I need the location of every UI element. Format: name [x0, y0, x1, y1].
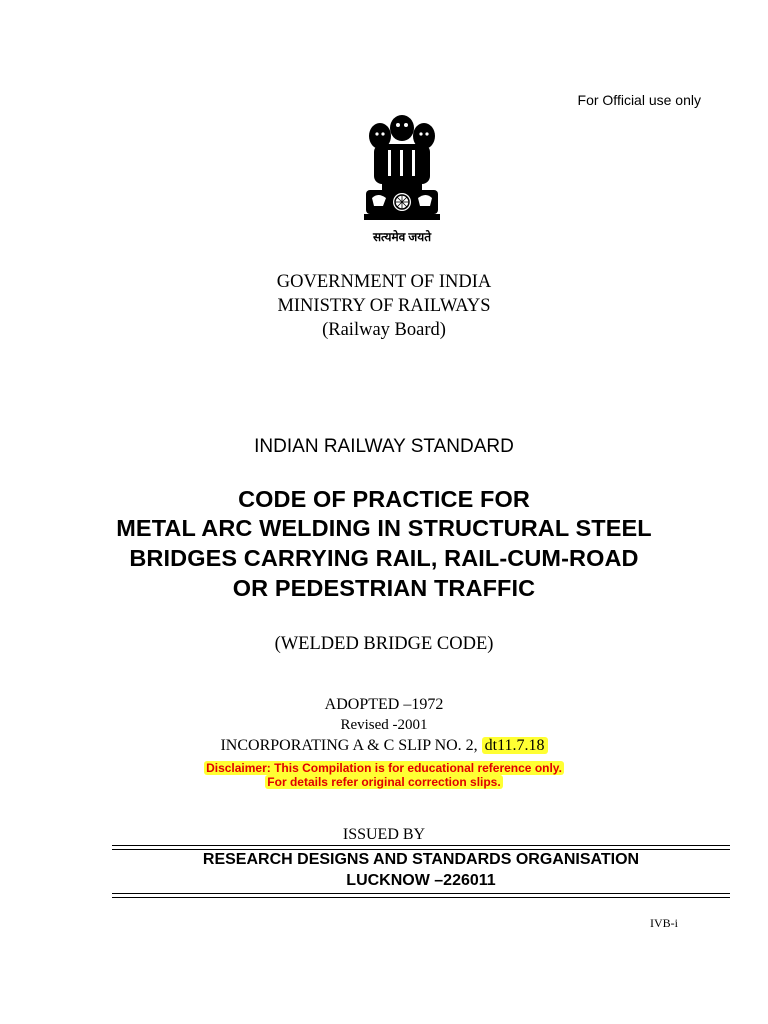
- document-title-line: CODE OF PRACTICE FOR: [238, 486, 530, 512]
- organisation-city: LUCKNOW –226011: [346, 872, 496, 889]
- divider: [112, 897, 730, 898]
- slip-date-highlight: dt11.7.18: [482, 737, 548, 754]
- divider: [112, 893, 730, 894]
- incorporating-line: [0, 737, 768, 755]
- board-line: (Railway Board): [322, 320, 446, 340]
- divider: [112, 845, 730, 846]
- disclaimer-line: [0, 761, 768, 775]
- organisation-name: RESEARCH DESIGNS AND STANDARDS ORGANISATION: [202, 851, 640, 868]
- revised-year: Revised -2001: [340, 717, 428, 733]
- disclaimer-line: [0, 775, 768, 789]
- document-title-line: OR PEDESTRIAN TRAFFIC: [232, 575, 536, 601]
- national-emblem-icon: [358, 110, 446, 228]
- standard-heading: INDIAN RAILWAY STANDARD: [254, 436, 514, 457]
- official-use-label: For Official use only: [577, 92, 701, 108]
- adopted-year: ADOPTED –1972: [324, 696, 444, 713]
- ministry-line: MINISTRY OF RAILWAYS: [277, 296, 491, 316]
- issued-by-label: ISSUED BY: [342, 826, 426, 843]
- divider: [112, 849, 730, 850]
- page-number: IVB-i: [650, 916, 678, 930]
- emblem-motto: सत्यमेव जयते: [372, 230, 432, 244]
- document-title-line: BRIDGES CARRYING RAIL, RAIL-CUM-ROAD: [129, 545, 639, 571]
- document-title-line: METAL ARC WELDING IN STRUCTURAL STEEL: [116, 515, 652, 541]
- disclaimer-text: For details refer original correction slips.: [267, 775, 501, 789]
- disclaimer-text: Disclaimer: This Compilation is for educational reference only.: [206, 761, 562, 775]
- incorporating-text: INCORPORATING A & C SLIP NO. 2,: [220, 737, 478, 754]
- short-title: (WELDED BRIDGE CODE): [274, 634, 494, 654]
- government-line: GOVERNMENT OF INDIA: [276, 272, 492, 292]
